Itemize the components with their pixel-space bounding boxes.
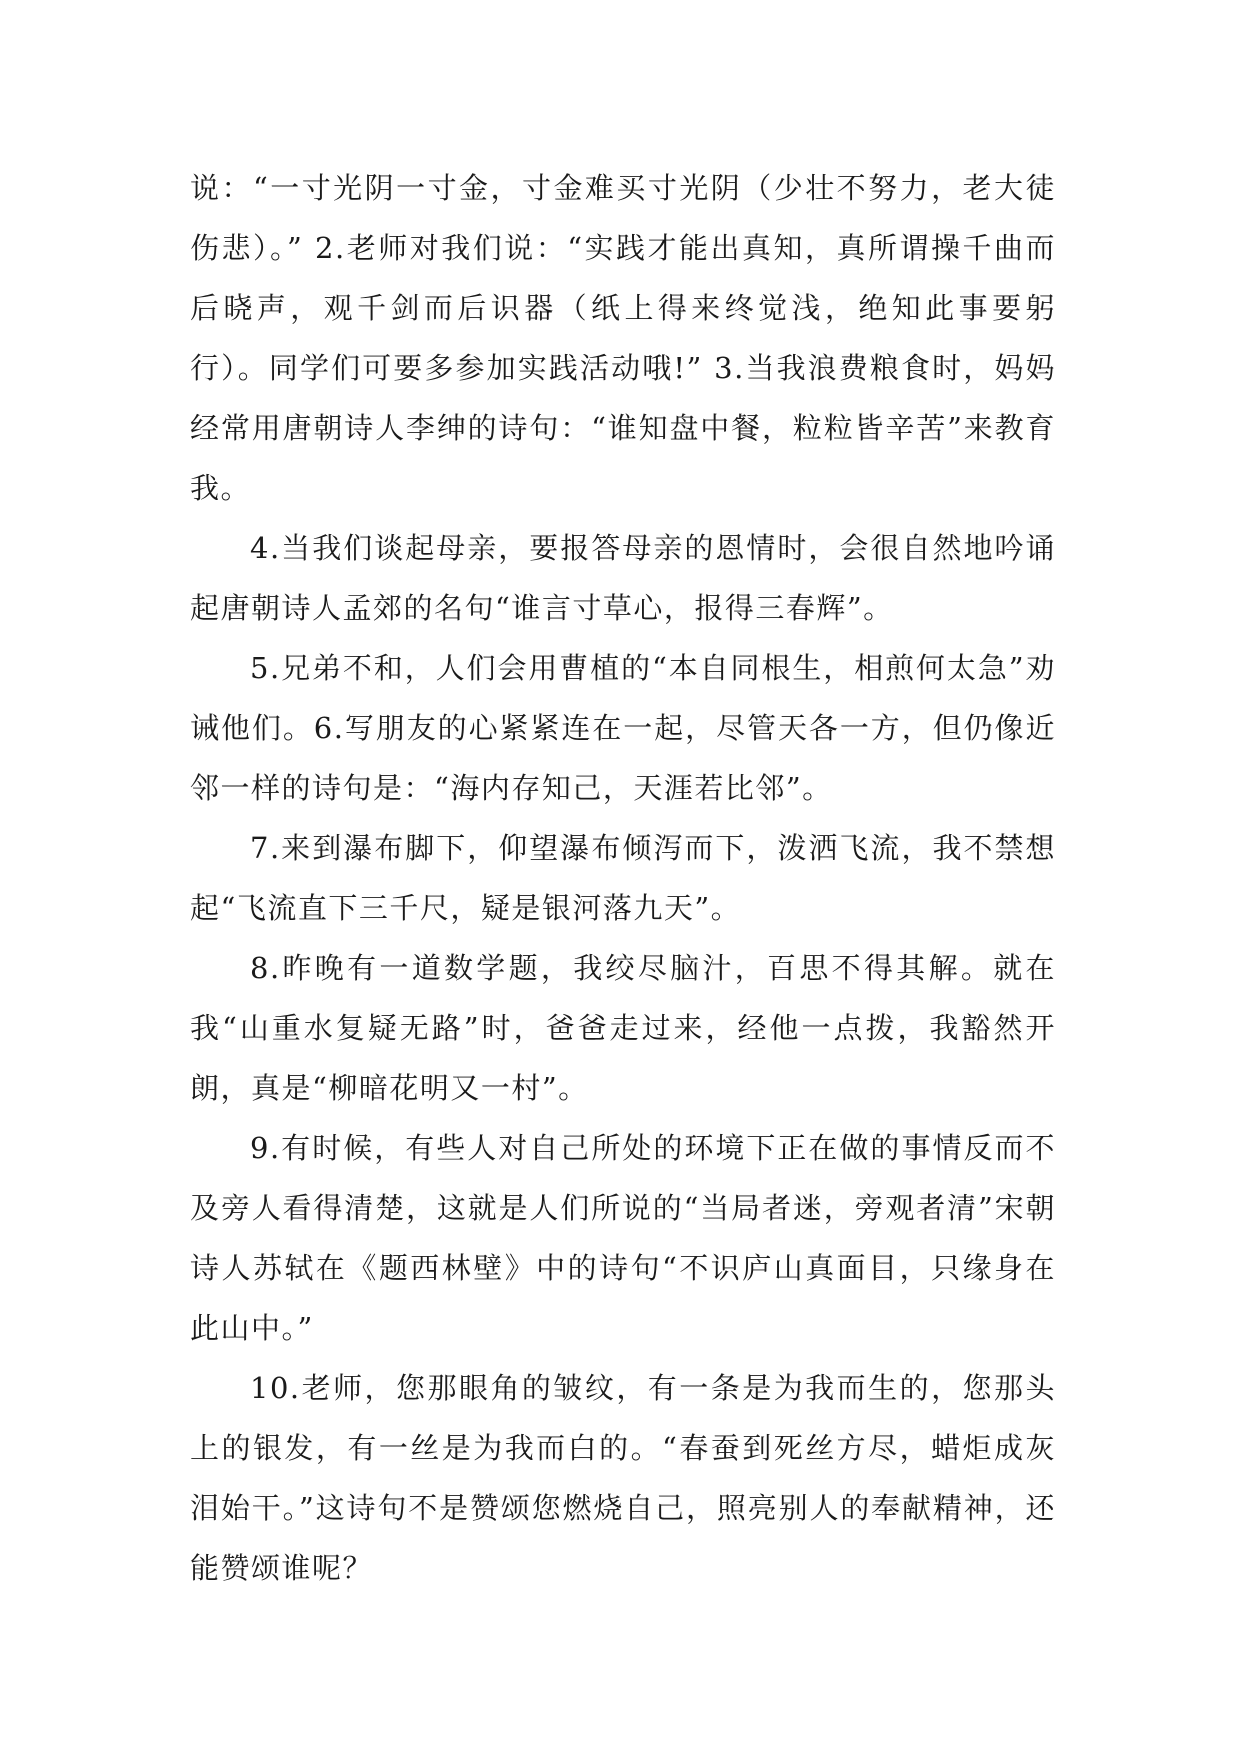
document-body bbox=[190, 158, 1056, 1598]
paragraph-3: 5.兄弟不和，人们会用曹植的“本自同根生，相煎何太急”劝诫他们。6.写朋友的心紧紧连在一起，尽管天各一方，但仍像近邻一样的诗句是：“海内存知己，天涯若比邻”。 bbox=[190, 651, 1056, 805]
paragraph-2: 4.当我们谈起母亲，要报答母亲的恩情时，会很自然地吟诵起唐朝诗人孟郊的名句“谁言寸草心，报得三春辉”。 bbox=[190, 531, 1056, 625]
paragraph-5: 8.昨晚有一道数学题，我绞尽脑汁，百思不得其解。就在我“山重水复疑无路”时，爸爸走过来，经他一点拨，我豁然开朗，真是“柳暗花明又一村”。 bbox=[190, 951, 1056, 1105]
paragraph-1: 说：“一寸光阴一寸金，寸金难买寸光阴（少壮不努力，老大徒伤悲）。” 2.老师对我们说：“实践才能出真知，真所谓操千曲而后晓声，观千剑而后识器（纸上得来终觉浅，绝知此事要躬行）。同学们可要多参加实践活动哦!” 3.当我浪费粮食时，妈妈经常用唐朝诗人李绅的诗句：“谁知盘中餐，粒粒皆辛苦”来教育我。 bbox=[190, 171, 1056, 505]
paragraph-6: 9.有时候，有些人对自己所处的环境下正在做的事情反而不及旁人看得清楚，这就是人们所说的“当局者迷，旁观者清”宋朝诗人苏轼在《题西林壁》中的诗句“不识庐山真面目，只缘身在此山中。” bbox=[190, 1131, 1056, 1345]
paragraph-4: 7.来到瀑布脚下，仰望瀑布倾泻而下，泼洒飞流，我不禁想起“飞流直下三千尺，疑是银河落九天”。 bbox=[190, 831, 1056, 925]
paragraph-7: 10.老师，您那眼角的皱纹，有一条是为我而生的，您那头上的银发，有一丝是为我而白的。“春蚕到死丝方尽，蜡炬成灰泪始干。”这诗句不是赞颂您燃烧自己，照亮别人的奉献精神，还能赞颂谁呢？ bbox=[190, 1371, 1056, 1585]
